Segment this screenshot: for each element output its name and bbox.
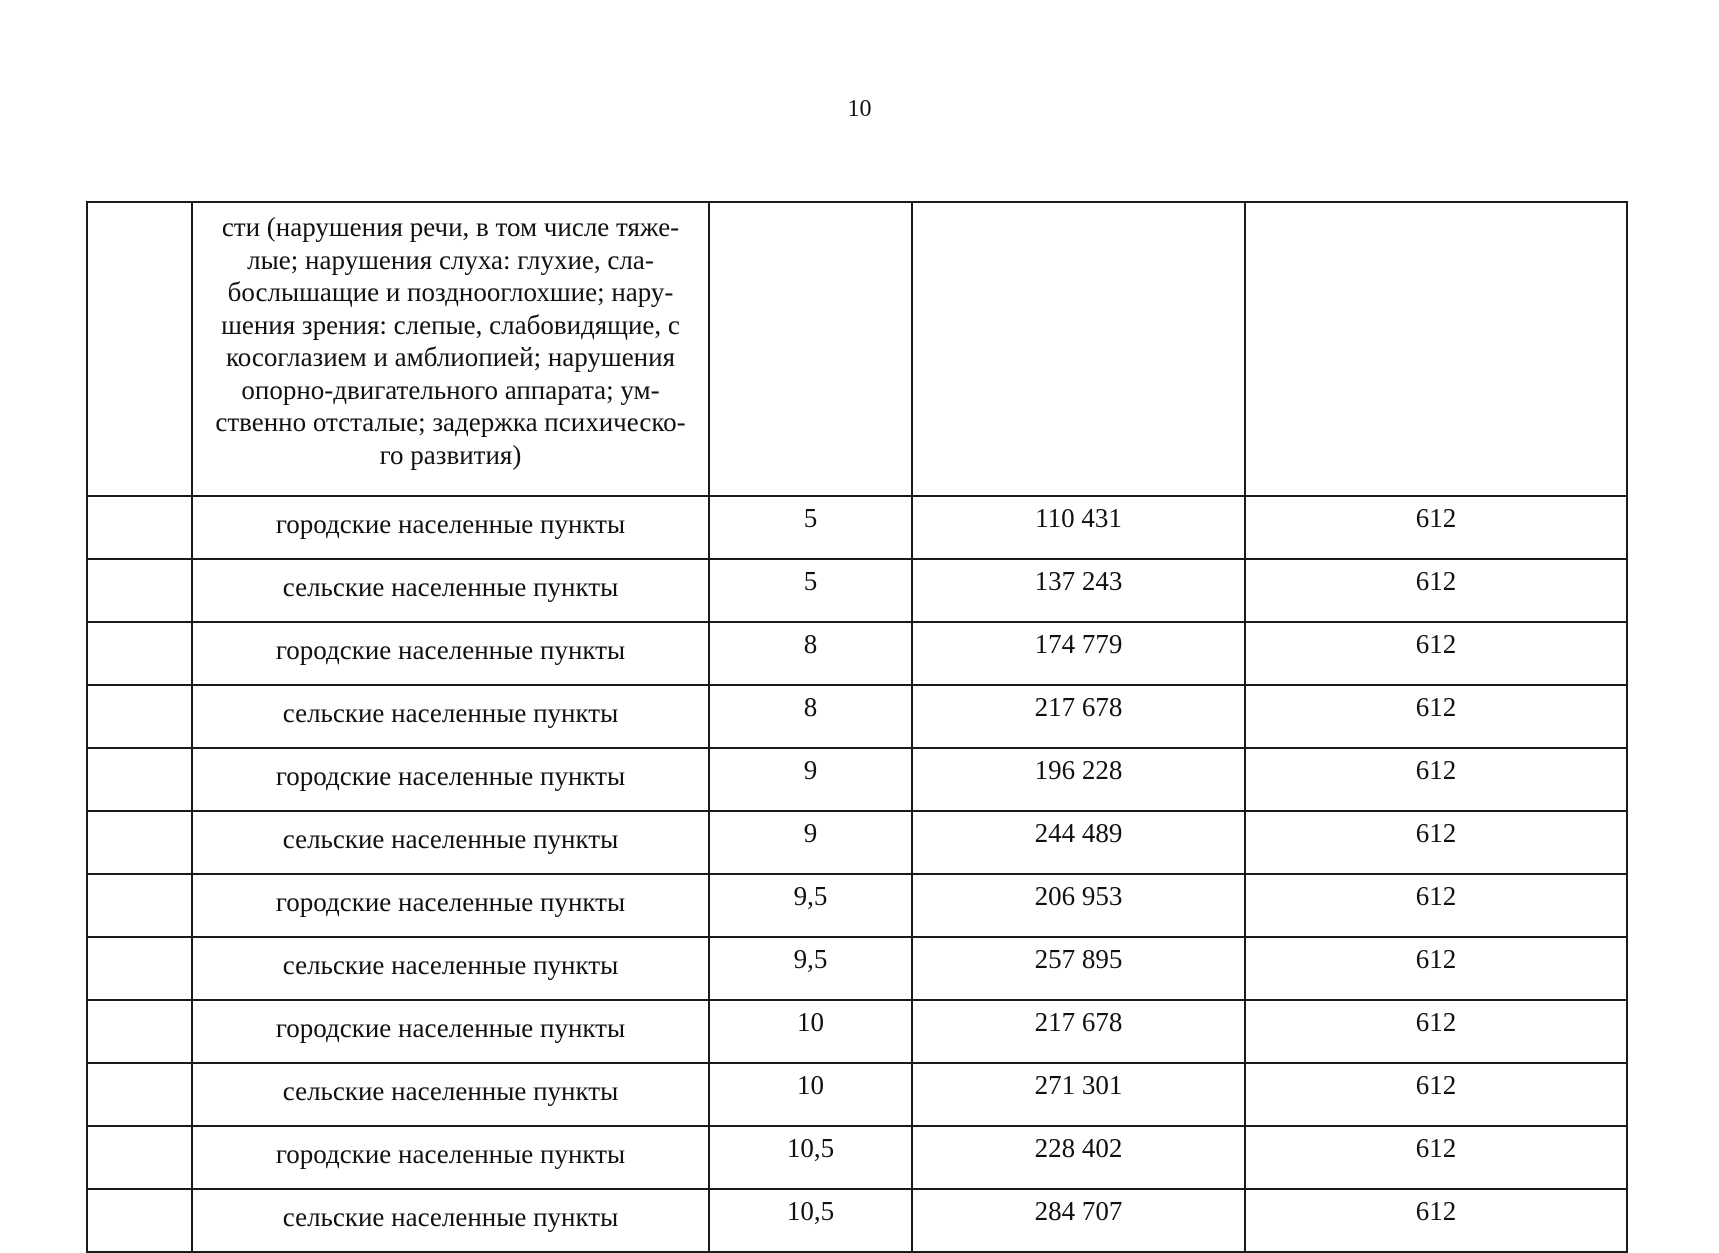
amount-cell: 271 301 — [912, 1063, 1245, 1126]
table-row — [87, 874, 1627, 937]
index-cell — [87, 1063, 192, 1126]
index-cell — [87, 937, 192, 1000]
amount-cell: 196 228 — [912, 748, 1245, 811]
code-cell: 612 — [1245, 496, 1627, 559]
table-row — [87, 1189, 1627, 1252]
table-row — [87, 622, 1627, 685]
settlement-type-cell: сельские населенные пункты — [192, 811, 709, 874]
hours-cell: 10 — [709, 1000, 912, 1063]
amount-cell: 228 402 — [912, 1126, 1245, 1189]
amount-cell: 217 678 — [912, 685, 1245, 748]
table-row — [87, 748, 1627, 811]
amount-cell: 137 243 — [912, 559, 1245, 622]
settlement-type-cell: сельские населенные пункты — [192, 1063, 709, 1126]
amount-cell: 110 431 — [912, 496, 1245, 559]
index-cell — [87, 559, 192, 622]
code-cell: 612 — [1245, 811, 1627, 874]
settlement-type-cell: сельские населенные пункты — [192, 559, 709, 622]
settlement-type-cell: городские населенные пункты — [192, 622, 709, 685]
description-cell: сти (нарушения речи, в том числе тяже- лые; нарушения слуха: глухие, сла- бослышащие и позднооглохшие; нару- шения зрения: слепые, слабовидящие, с косоглазием и амблиопией; нарушения опорно-двигательного аппарата; ум- ственно отсталые; задержка психическо- го развития) — [192, 202, 709, 496]
index-cell — [87, 748, 192, 811]
hours-cell: 10,5 — [709, 1189, 912, 1252]
settlement-type-cell: городские населенные пункты — [192, 874, 709, 937]
hours-cell: 5 — [709, 496, 912, 559]
table-row — [87, 937, 1627, 1000]
hours-cell: 5 — [709, 559, 912, 622]
index-cell — [87, 622, 192, 685]
index-cell — [87, 811, 192, 874]
amount-cell: 284 707 — [912, 1189, 1245, 1252]
hours-cell: 9 — [709, 748, 912, 811]
settlement-type-cell: городские населенные пункты — [192, 1000, 709, 1063]
amount-cell: 174 779 — [912, 622, 1245, 685]
settlement-type-cell: сельские населенные пункты — [192, 937, 709, 1000]
empty-cell — [912, 202, 1245, 496]
code-cell: 612 — [1245, 1189, 1627, 1252]
hours-cell: 8 — [709, 685, 912, 748]
hours-cell: 9,5 — [709, 874, 912, 937]
code-cell: 612 — [1245, 1000, 1627, 1063]
index-cell — [87, 1189, 192, 1252]
empty-cell — [1245, 202, 1627, 496]
hours-cell: 10,5 — [709, 1126, 912, 1189]
hours-cell: 9,5 — [709, 937, 912, 1000]
index-cell — [87, 1126, 192, 1189]
code-cell: 612 — [1245, 874, 1627, 937]
table-row — [87, 811, 1627, 874]
code-cell: 612 — [1245, 748, 1627, 811]
index-cell — [87, 874, 192, 937]
index-cell — [87, 1000, 192, 1063]
amount-cell: 217 678 — [912, 1000, 1245, 1063]
settlement-type-cell: городские населенные пункты — [192, 1126, 709, 1189]
settlement-type-cell: городские населенные пункты — [192, 748, 709, 811]
page-number: 10 — [847, 96, 872, 122]
settlement-type-cell: сельские населенные пункты — [192, 685, 709, 748]
code-cell: 612 — [1245, 622, 1627, 685]
code-cell: 612 — [1245, 685, 1627, 748]
hours-cell: 9 — [709, 811, 912, 874]
code-cell: 612 — [1245, 1063, 1627, 1126]
table-body — [87, 202, 1627, 1252]
table-row — [87, 685, 1627, 748]
index-cell — [87, 202, 192, 496]
settlement-type-cell: сельские населенные пункты — [192, 1189, 709, 1252]
code-cell: 612 — [1245, 559, 1627, 622]
settlement-type-cell: городские населенные пункты — [192, 496, 709, 559]
continuation-row — [87, 202, 1627, 496]
amount-cell: 257 895 — [912, 937, 1245, 1000]
hours-cell: 10 — [709, 1063, 912, 1126]
code-cell: 612 — [1245, 1126, 1627, 1189]
table-row — [87, 559, 1627, 622]
cost-table — [86, 201, 1628, 1253]
index-cell — [87, 685, 192, 748]
table-row — [87, 496, 1627, 559]
empty-cell — [709, 202, 912, 496]
table-row — [87, 1063, 1627, 1126]
amount-cell: 244 489 — [912, 811, 1245, 874]
amount-cell: 206 953 — [912, 874, 1245, 937]
table-row — [87, 1000, 1627, 1063]
hours-cell: 8 — [709, 622, 912, 685]
code-cell: 612 — [1245, 937, 1627, 1000]
table-row — [87, 1126, 1627, 1189]
index-cell — [87, 496, 192, 559]
